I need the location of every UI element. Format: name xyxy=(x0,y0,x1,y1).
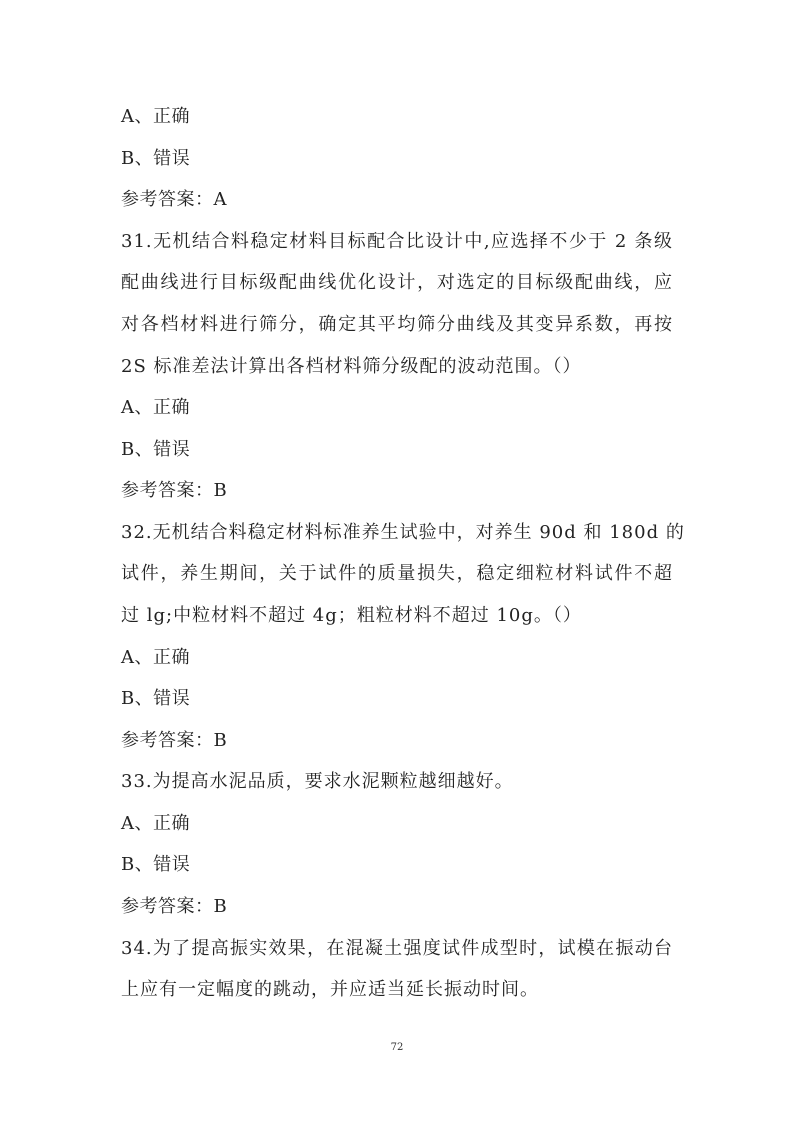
question-34-line-2: 上应有一定幅度的跳动，并应适当延长振动时间。 xyxy=(121,979,539,1000)
question-31-line-2: 配曲线进行目标级配曲线优化设计，对选定的目标级配曲线，应 xyxy=(121,272,673,293)
page-number: 72 xyxy=(390,1042,404,1053)
answer-text: 参考答案：B xyxy=(121,896,228,917)
option-b-text: B、错误 xyxy=(121,854,191,875)
question-32-line-1: 32.无机结合料稳定材料标准养生试验中，对养生 90d 和 180d 的 xyxy=(121,522,685,543)
option-b-text: B、错误 xyxy=(121,148,191,169)
option-a-text: A、正确 xyxy=(121,397,190,418)
question-31-line-3: 对各档材料进行筛分，确定其平均筛分曲线及其变异系数，再按 xyxy=(121,314,673,335)
question-32-line-2: 试件，养生期间，关于试件的质量损失，稳定细粒材料试件不超 xyxy=(121,563,673,584)
option-b-text: B、错误 xyxy=(121,688,191,709)
answer-text: 参考答案：B xyxy=(121,480,228,501)
question-32-line-3: 过 lg;中粒材料不超过 4g；粗粒材料不超过 10g。（） xyxy=(121,605,582,626)
question-34-line-1: 34.为了提高振实效果，在混凝土强度试件成型时，试模在振动台 xyxy=(121,938,673,959)
answer-text: 参考答案：A xyxy=(121,189,227,210)
option-a-text: A、正确 xyxy=(121,106,190,127)
answer-text: 参考答案：B xyxy=(121,730,228,751)
option-a-text: A、正确 xyxy=(121,813,190,834)
option-b-text: B、错误 xyxy=(121,439,191,460)
question-31-line-4: 2S 标准差法计算出各档材料筛分级配的波动范围。（） xyxy=(121,356,582,377)
option-a-text: A、正确 xyxy=(121,647,190,668)
question-31-line-1: 31.无机结合料稳定材料目标配合比设计中,应选择不少于 2 条级 xyxy=(121,231,673,252)
question-33-line-1: 33.为提高水泥品质，要求水泥颗粒越细越好。 xyxy=(121,771,514,792)
